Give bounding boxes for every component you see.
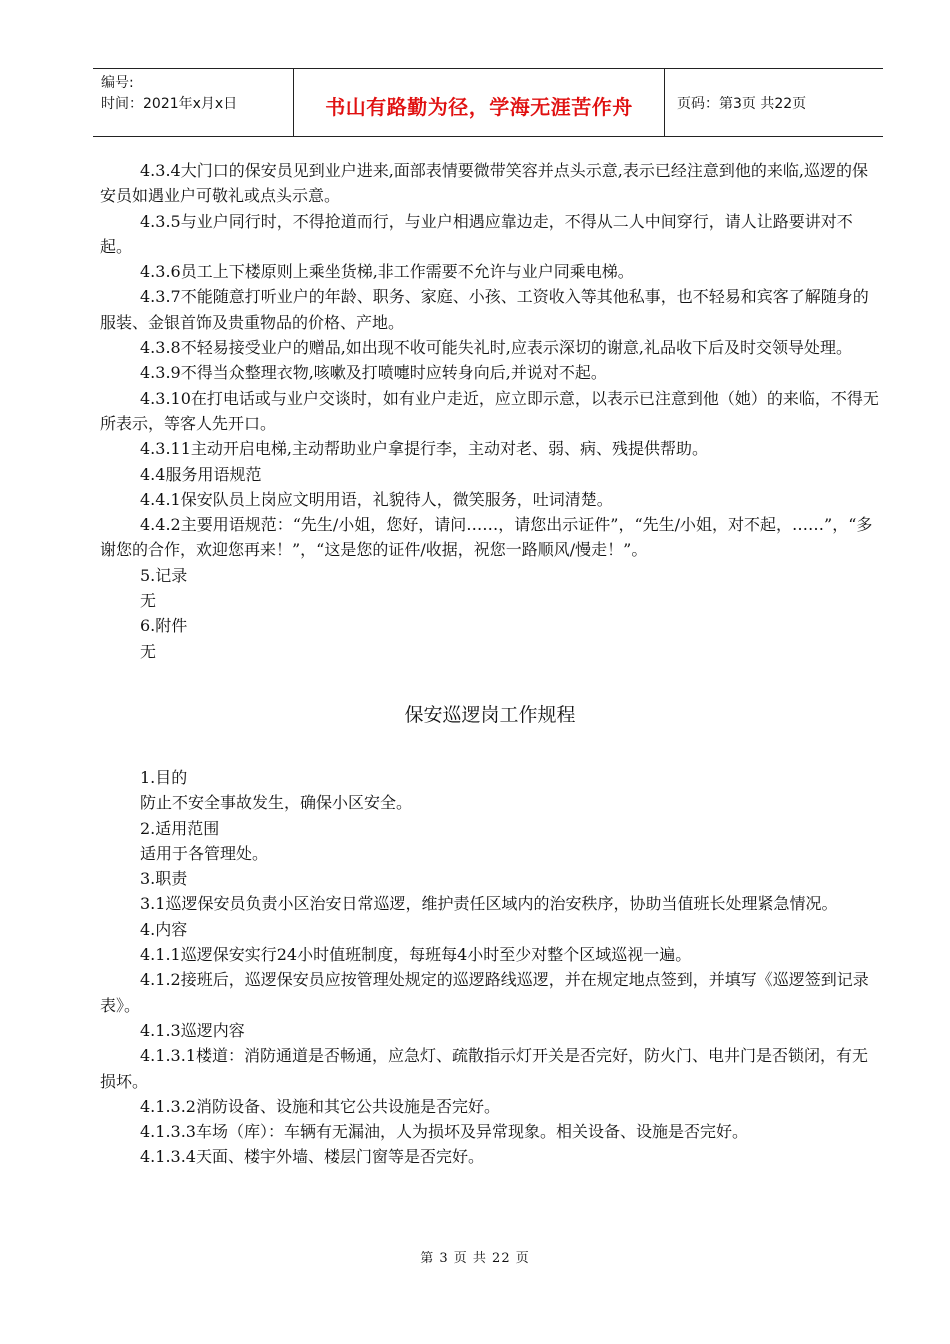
header-motto-cell	[294, 69, 665, 136]
paragraph: 4.1.3.2消防设备、设施和其它公共设施是否完好。	[140, 1096, 500, 1116]
header-meta-cell	[93, 69, 294, 136]
paragraph: 4.4.1保安队员上岗应文明用语，礼貌待人，微笑服务，吐词清楚。	[140, 489, 613, 509]
page-header	[93, 68, 883, 137]
section-heading: 5.记录	[140, 565, 188, 585]
paragraph: 无	[140, 591, 157, 611]
section-heading: 4.1.3巡逻内容	[140, 1020, 245, 1040]
section-heading: 1.目的	[140, 767, 188, 787]
paragraph: 4.4.2主要用语规范：“先生/小姐，您好，请问……，请您出示证件”，“先生/小姐，对不起，……”，“多谢您的合作，欢迎您再来！”，“这是您的证件/收据，祝您一路顺风/慢走！”。	[100, 515, 873, 560]
motto-text: 书山有路勤为径，学海无涯苦作舟	[325, 95, 633, 119]
serial-label: 编号:	[101, 75, 134, 91]
paragraph: 4.3.8不轻易接受业户的赠品,如出现不收可能失礼时,应表示深切的谢意,礼品收下后及时交领导处理。	[140, 338, 852, 358]
time-label: 时间：2021年x月x日	[101, 96, 238, 112]
document-title: 保安巡逻岗工作规程	[404, 703, 576, 726]
section-heading: 4.内容	[140, 919, 188, 939]
paragraph: 4.1.3.4天面、楼宇外墙、楼层门窗等是否完好。	[140, 1147, 484, 1167]
paragraph: 4.3.6员工上下楼原则上乘坐货梯,非工作需要不允许与业户同乘电梯。	[140, 262, 634, 282]
section-heading: 2.适用范围	[140, 818, 220, 838]
paragraph: 4.1.3.1楼道：消防通道是否畅通，应急灯、疏散指示灯开关是否完好，防火门、电井门是否锁闭，有无损坏。	[100, 1046, 868, 1091]
header-page-cell	[665, 69, 883, 136]
paragraph: 4.3.11主动开启电梯,主动帮助业户拿提行李，主动对老、弱、病、残提供帮助。	[140, 439, 708, 459]
paragraph: 4.3.4大门口的保安员见到业户进来,面部表情要微带笑容并点头示意,表示已经注意到他的来临,巡逻的保安员如遇业户可敬礼或点头示意。	[100, 161, 868, 206]
paragraph: 4.3.5与业户同行时，不得抢道而行，与业户相遇应靠边走，不得从二人中间穿行，请人让路要讲对不起。	[100, 211, 853, 256]
document-body	[100, 158, 880, 1170]
paragraph: 4.3.9不得当众整理衣物,咳嗽及打喷嚏时应转身向后,并说对不起。	[140, 363, 607, 383]
paragraph: 3.1巡逻保安员负责小区治安日常巡逻，维护责任区域内的治安秩序，协助当值班长处理紧急情况。	[140, 894, 838, 914]
section-heading: 4.4服务用语规范	[140, 464, 262, 484]
paragraph: 4.1.1巡逻保安实行24小时值班制度，每班每4小时至少对整个区域巡视一遍。	[140, 945, 692, 965]
paragraph: 4.3.10在打电话或与业户交谈时，如有业户走近，应立即示意，以表示已注意到他（她）的来临，不得无所表示，等客人先开口。	[100, 388, 879, 433]
page-number-label: 页码：第3页 共22页	[677, 96, 807, 112]
paragraph: 4.1.2接班后，巡逻保安员应按管理处规定的巡逻路线巡逻，并在规定地点签到，并填写《巡逻签到记录表》。	[100, 970, 869, 1015]
section-heading: 6.附件	[140, 616, 188, 636]
paragraph: 4.1.3.3车场（库）：车辆有无漏油，人为损坏及异常现象。相关设备、设施是否完好。	[140, 1122, 748, 1142]
paragraph: 防止不安全事故发生，确保小区安全。	[140, 793, 413, 813]
paragraph: 无	[140, 641, 157, 661]
paragraph: 适用于各管理处。	[140, 843, 269, 863]
page-footer: 第 3 页 共 22 页	[420, 1251, 530, 1266]
section-heading: 3.职责	[140, 869, 188, 889]
paragraph: 4.3.7不能随意打听业户的年龄、职务、家庭、小孩、工资收入等其他私事，也不轻易和宾客了解随身的服装、金银首饰及贵重物品的价格、产地。	[100, 287, 869, 332]
